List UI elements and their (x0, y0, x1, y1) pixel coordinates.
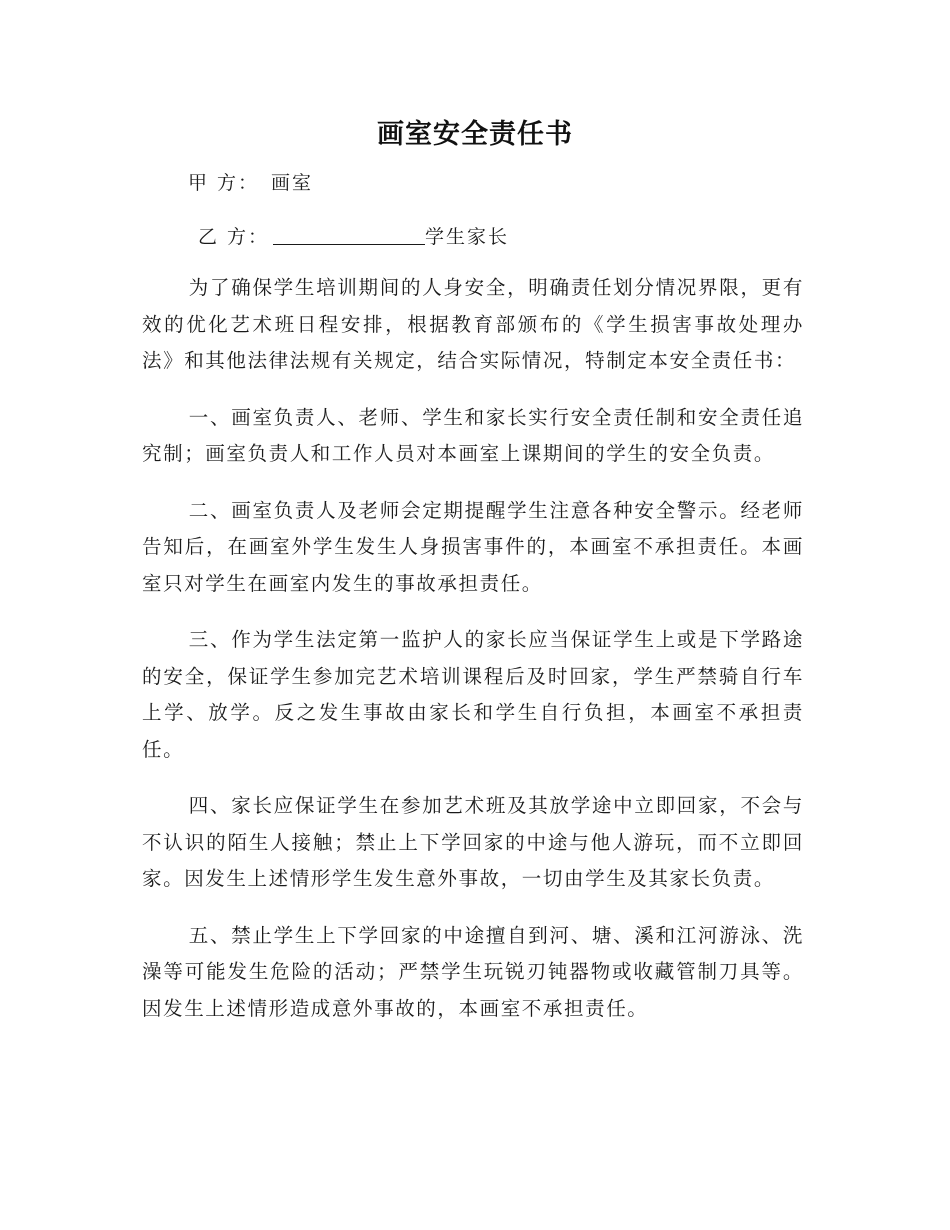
party-b-blank-line (273, 224, 425, 245)
paragraph-clause-4: 四、家长应保证学生在参加艺术班及其放学途中立即回家，不会与不认识的陌生人接触；禁止上下学回家的中途与他人游玩，而不立即回家。因发生上述情形学生发生意外事故，一切由学生及其家长负责。 (142, 794, 804, 890)
paragraph-clause-5: 五、禁止学生上下学回家的中途擅自到河、塘、溪和江河游泳、洗澡等可能发生危险的活动；严禁学生玩锐刃钝器物或收藏管制刀具等。因发生上述情形造成意外事故的，本画室不承担责任。 (142, 923, 804, 1020)
party-b-label: 乙 方： (198, 226, 270, 248)
document-title: 画室安全责任书 (377, 119, 573, 150)
paragraph-clause-1: 一、画室负责人、老师、学生和家长实行安全责任制和安全责任追究制；画室负责人和工作人员对本画室上课期间的学生的安全负责。 (142, 405, 804, 465)
paragraph-clause-2: 二、画室负责人及老师会定期提醒学生注意各种安全警示。经老师告知后，在画室外学生发生人身损害事件的，本画室不承担责任。本画室只对学生在画室内发生的事故承担责任。 (142, 498, 804, 595)
party-b-suffix: 学生家长 (425, 226, 510, 248)
party-b-line (198, 224, 509, 250)
party-a-value: 画室 (271, 172, 314, 194)
party-a-line (188, 170, 313, 196)
party-a-label: 甲 方： (188, 172, 260, 194)
paragraph-clause-3: 三、作为学生法定第一监护人的家长应当保证学生上或是下学路途的安全，保证学生参加完艺术培训课程后及时回家，学生严禁骑自行车上学、放学。反之发生事故由家长和学生自行负担，本画室不承担责任。 (142, 628, 804, 761)
paragraph-intro: 为了确保学生培训期间的人身安全，明确责任划分情况界限，更有效的优化艺术班日程安排，根据教育部颁布的《学生损害事故处理办法》和其他法律法规有关规定，结合实际情况，特制定本安全责任书： (142, 276, 804, 372)
document-body (142, 270, 804, 1047)
